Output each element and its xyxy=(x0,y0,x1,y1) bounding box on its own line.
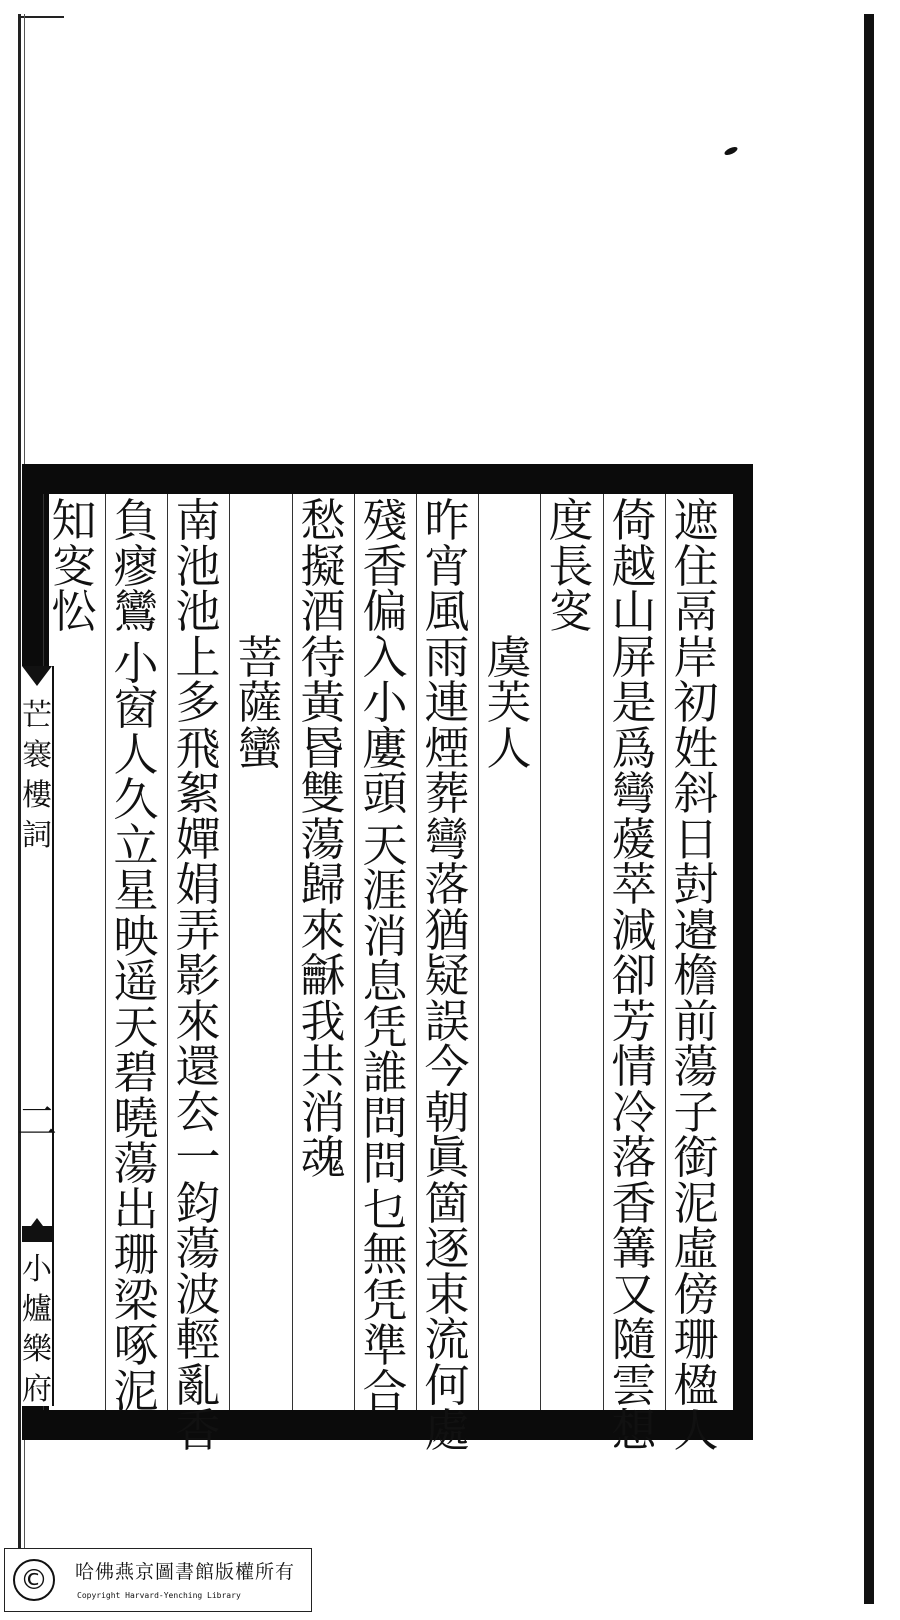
text-column xyxy=(603,494,665,1457)
text-segment: 菩 薩 蠻 xyxy=(237,630,283,775)
spine-margin xyxy=(17,666,57,1407)
text-segment: 愁 擬 酒 待 黃 昬 雙 蕩 歸 來 龢 我 共 消 魂 xyxy=(300,494,346,1184)
text-column xyxy=(105,494,167,1418)
text-column xyxy=(229,494,291,1551)
spine-folio: 二 xyxy=(17,1099,57,1145)
text-column xyxy=(292,494,354,1414)
spine-char: 爐 xyxy=(22,1292,52,1327)
text-page xyxy=(49,494,733,1457)
text-column xyxy=(354,494,416,1418)
spine-char: 芒 xyxy=(22,698,52,733)
spine-title xyxy=(22,696,52,856)
text-segment: 倚 越 山 屏 是 爲 彎 蕿 萃 減 卻 芳 情 冷 落 香 篝 又 隨 雲 想 xyxy=(611,494,657,1457)
text-segment: 負 瘳 鸞 xyxy=(113,494,159,638)
text-segment: 虞 芙 人 xyxy=(486,630,532,775)
text-segment: 天 涯 消 息 凭 誰 問 問 乜 無 凭 準 合 xyxy=(362,818,408,1418)
spine-char: 府 xyxy=(22,1372,52,1407)
text-column xyxy=(167,494,229,1457)
spine-char: 小 xyxy=(22,1252,52,1287)
text-column xyxy=(416,494,478,1457)
spine-char: 詞 xyxy=(22,818,52,853)
text-column xyxy=(665,494,727,1457)
spine-fishtail-top xyxy=(22,666,52,686)
spine-collection xyxy=(22,1250,52,1410)
spine-bar xyxy=(22,1226,52,1242)
scan-edge-right xyxy=(864,14,874,1604)
scan-edge-left xyxy=(18,14,21,1594)
text-segment: 度 長 叜 xyxy=(548,494,594,638)
copyright-english: Copyright Harvard-Yenching Library xyxy=(77,1591,241,1600)
text-column xyxy=(540,494,602,1414)
text-segment: 小 窗 人 久 立 星 映 遥 天 碧 曉 蕩 出 珊 梁 啄 泥 xyxy=(113,636,159,1418)
copyright-chinese: 哈佛燕京圖書館版權所有 xyxy=(75,1561,296,1583)
text-segment: 昨 宵 風 雨 連 煙 葬 彎 落 猶 疑 誤 今 朝 眞 箇 逐 束 流 何 處 xyxy=(424,494,470,1457)
text-column xyxy=(478,494,540,1551)
spine-char: 樂 xyxy=(22,1332,52,1367)
text-segment: 知 叜 忪 xyxy=(51,494,97,638)
copyright-stamp xyxy=(4,1548,312,1612)
copyright-icon: © xyxy=(13,1559,55,1601)
spine-char: 褰 xyxy=(22,738,52,773)
spine-char: 樓 xyxy=(22,778,52,813)
text-segment: 遮 住 鬲 岸 初 姓 斜 日 尌 邉 檐 前 蕩 子 銜 泥 虛 傍 珊 楹 人 xyxy=(673,494,719,1457)
ink-speck xyxy=(723,145,738,156)
text-segment: 南 池 池 上 多 飛 絮 嬋 娟 弄 影 來 還 厺 一 鈞 蕩 波 輕 亂 香 xyxy=(175,494,221,1457)
text-segment: 殘 香 偏 入 小 廔 頭 xyxy=(362,494,408,820)
